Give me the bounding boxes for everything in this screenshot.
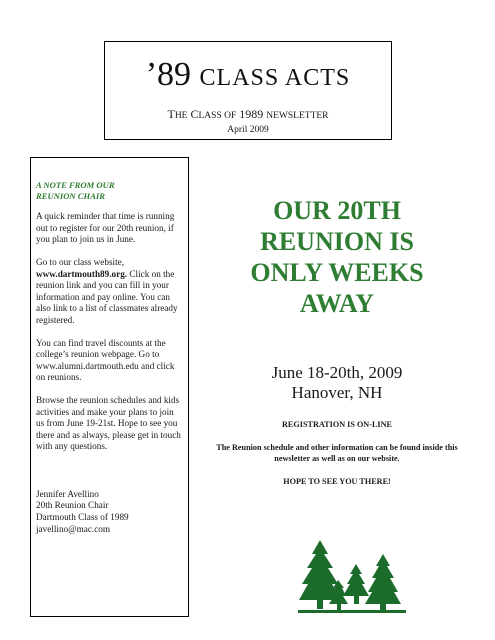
subtitle-newsletter: NEWSLETTER [266, 111, 329, 121]
headline-line-3: ONLY WEEKS [250, 258, 424, 287]
reunion-headline [206, 195, 468, 319]
class-website-link[interactable]: www.dartmouth89.org. [36, 268, 128, 279]
pine-trees-icon [298, 538, 406, 614]
sidebar-heading-line-1: A NOTE FROM OUR [36, 180, 115, 190]
signature-email[interactable]: javellino@mac.com [36, 523, 111, 534]
subtitle-the-rest: HE [174, 111, 188, 121]
headline-line-1: OUR 20TH [273, 196, 401, 225]
sidebar-paragraph-travel: You can find travel discounts at the college’s reunion webpage. Go to www.alumni.dartmouth.edu and click on reunions. [36, 337, 175, 383]
signature-organization: Dartmouth Class of 1989 [36, 512, 129, 523]
subtitle-c-initial: C [190, 107, 199, 121]
masthead [104, 41, 392, 140]
reunion-dates-location [206, 363, 468, 403]
main-announcement [206, 157, 468, 487]
sidebar-paragraph-reminder: A quick reminder that time is running out to register for our 20th reunion, if you plan to join us in June. [36, 211, 175, 245]
website-instructions-text: Click on the reunion link and you can fill in your information and pay online. You can also link to a list of classmates already registered. [36, 268, 178, 325]
registration-notice: REGISTRATION IS ON-LINE [282, 420, 392, 429]
reunion-location: Hanover, NH [291, 383, 383, 402]
closing-message: HOPE TO SEE YOU THERE! [283, 477, 391, 486]
title-words: CLASS ACTS [199, 65, 351, 91]
issue-date: April 2009 [227, 125, 269, 135]
signature-title: 20th Reunion Chair [36, 500, 109, 511]
subtitle-the-initial: T [167, 107, 175, 121]
sidebar-paragraph-schedule: Browse the reunion schedules and kids activities and make your plans to join us from June 19-21st. Hope to see you there and as always, please get in touch with any questions. [36, 394, 181, 452]
title-number: ’89 [145, 56, 192, 93]
subtitle-class-of: LASS OF [198, 111, 237, 121]
reunion-dates: June 18-20th, 2009 [271, 363, 403, 382]
headline-line-2: REUNION IS [260, 227, 414, 256]
website-intro-text: Go to our class website, [36, 256, 125, 267]
chair-note-sidebar [30, 157, 189, 617]
sidebar-heading [36, 180, 183, 201]
sidebar-heading-line-2: REUNION CHAIR [36, 190, 106, 201]
subtitle-year: 1989 [239, 107, 264, 121]
sidebar-paragraph-website [36, 257, 183, 327]
schedule-info: The Reunion schedule and other information can be found inside this newsletter as well as on our website. [216, 443, 458, 463]
signature-name: Jennifer Avellino [36, 488, 99, 499]
signature-block [36, 489, 183, 535]
newsletter-title [105, 55, 391, 98]
newsletter-subtitle [105, 107, 391, 123]
headline-line-4: AWAY [299, 289, 375, 318]
